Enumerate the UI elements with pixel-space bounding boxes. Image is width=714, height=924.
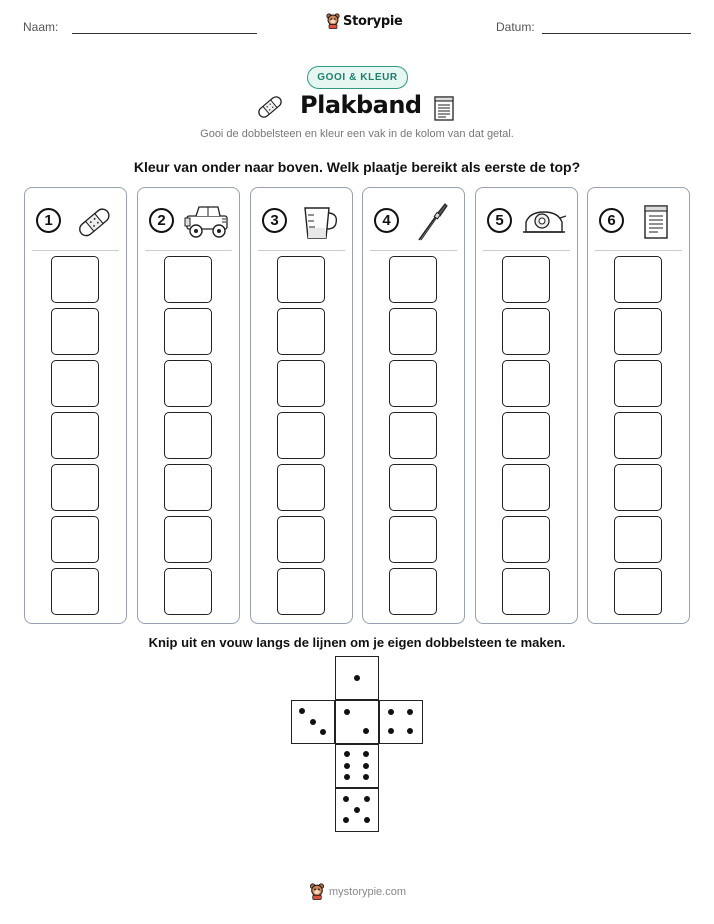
die-pip (363, 728, 369, 734)
bear-mascot-icon (326, 13, 340, 29)
column-5 (475, 187, 578, 624)
notepad-icon (432, 94, 456, 122)
color-box[interactable] (51, 412, 99, 459)
cut-instruction: Knip uit en vouw langs de lijnen om je eigen dobbelsteen te maken. (148, 635, 566, 650)
notepad-icon (632, 202, 682, 242)
die-pip (363, 751, 369, 757)
date-label: Datum: (496, 20, 535, 34)
bear-mascot-icon (309, 883, 325, 900)
bandage-icon (69, 202, 119, 242)
color-box[interactable] (389, 568, 437, 615)
die-face-3 (291, 700, 335, 744)
footer (309, 883, 406, 900)
die-pip (388, 728, 394, 734)
column-number: 6 (599, 208, 624, 233)
footer-url: mystorypie.com (329, 885, 407, 898)
color-box[interactable] (164, 568, 212, 615)
activity-tag: GOOI & KLEUR (307, 66, 408, 89)
date-line[interactable] (542, 33, 691, 34)
color-box[interactable] (389, 308, 437, 355)
color-box[interactable] (51, 360, 99, 407)
name-label: Naam: (23, 20, 59, 34)
color-box[interactable] (614, 412, 662, 459)
die-pip (344, 709, 350, 715)
color-box[interactable] (277, 464, 325, 511)
column-number: 3 (262, 208, 287, 233)
color-box[interactable] (51, 464, 99, 511)
column-number: 4 (374, 208, 399, 233)
color-box[interactable] (502, 360, 550, 407)
color-box[interactable] (277, 308, 325, 355)
column-3 (250, 187, 353, 624)
tape-dispenser-icon (520, 202, 570, 242)
die-pip (354, 675, 360, 681)
color-box[interactable] (51, 256, 99, 303)
die-pip (344, 774, 350, 780)
color-box[interactable] (277, 412, 325, 459)
color-box[interactable] (277, 256, 325, 303)
column-header (25, 200, 126, 244)
column-divider (145, 250, 232, 251)
column-divider (595, 250, 682, 251)
brand-name: Storypie (343, 13, 403, 29)
column-header (476, 200, 577, 244)
die-pip (363, 763, 369, 769)
color-box[interactable] (502, 516, 550, 563)
color-box[interactable] (614, 568, 662, 615)
column-number: 2 (149, 208, 174, 233)
color-box[interactable] (51, 516, 99, 563)
die-pip (320, 729, 326, 735)
subtitle: Gooi de dobbelsteen en kleur een vak in de kolom van dat getal. (200, 128, 514, 140)
color-box[interactable] (164, 360, 212, 407)
column-divider (32, 250, 119, 251)
die-pip (310, 719, 316, 725)
color-box[interactable] (277, 516, 325, 563)
page-title: Plakband (300, 91, 422, 119)
die-pip (343, 817, 349, 823)
color-box[interactable] (51, 308, 99, 355)
column-header (138, 200, 239, 244)
column-header (363, 200, 464, 244)
color-box[interactable] (502, 568, 550, 615)
color-box[interactable] (614, 308, 662, 355)
column-number: 1 (36, 208, 61, 233)
color-box[interactable] (164, 256, 212, 303)
color-box[interactable] (277, 360, 325, 407)
color-box[interactable] (164, 308, 212, 355)
color-box[interactable] (51, 568, 99, 615)
color-box[interactable] (614, 360, 662, 407)
column-header (588, 200, 689, 244)
column-4 (362, 187, 465, 624)
column-6 (587, 187, 690, 624)
die-pip (354, 807, 360, 813)
die-pip (364, 817, 370, 823)
color-box[interactable] (614, 256, 662, 303)
die-pip (344, 751, 350, 757)
die-face-5 (335, 788, 379, 832)
color-box[interactable] (277, 568, 325, 615)
die-pip (363, 774, 369, 780)
column-header (251, 200, 352, 244)
die-pip (343, 796, 349, 802)
color-box[interactable] (389, 412, 437, 459)
die-pip (299, 708, 305, 714)
color-box[interactable] (164, 412, 212, 459)
paintbrush-icon (407, 202, 457, 242)
color-box[interactable] (614, 516, 662, 563)
brand-logo (326, 13, 403, 29)
color-box[interactable] (389, 360, 437, 407)
color-box[interactable] (389, 464, 437, 511)
color-box[interactable] (389, 256, 437, 303)
die-face-2 (335, 700, 379, 744)
bandage-icon (255, 93, 285, 121)
color-box[interactable] (502, 412, 550, 459)
column-divider (258, 250, 345, 251)
instruction: Kleur van onder naar boven. Welk plaatje bereikt als eerste de top? (133, 159, 581, 175)
column-divider (370, 250, 457, 251)
column-divider (483, 250, 570, 251)
color-box[interactable] (164, 464, 212, 511)
column-1 (24, 187, 127, 624)
color-box[interactable] (502, 308, 550, 355)
name-line[interactable] (72, 33, 257, 34)
die-face-1 (335, 656, 379, 700)
die-pip (407, 728, 413, 734)
color-box[interactable] (164, 516, 212, 563)
jeep-icon (182, 202, 232, 242)
die-pip (388, 709, 394, 715)
column-number: 5 (487, 208, 512, 233)
column-2 (137, 187, 240, 624)
die-pip (344, 763, 350, 769)
die-face-6 (335, 744, 379, 788)
die-face-4 (379, 700, 423, 744)
measuring-cup-icon (295, 202, 345, 242)
color-box[interactable] (502, 464, 550, 511)
die-pip (364, 796, 370, 802)
die-pip (407, 709, 413, 715)
color-box[interactable] (502, 256, 550, 303)
color-box[interactable] (389, 516, 437, 563)
color-box[interactable] (614, 464, 662, 511)
